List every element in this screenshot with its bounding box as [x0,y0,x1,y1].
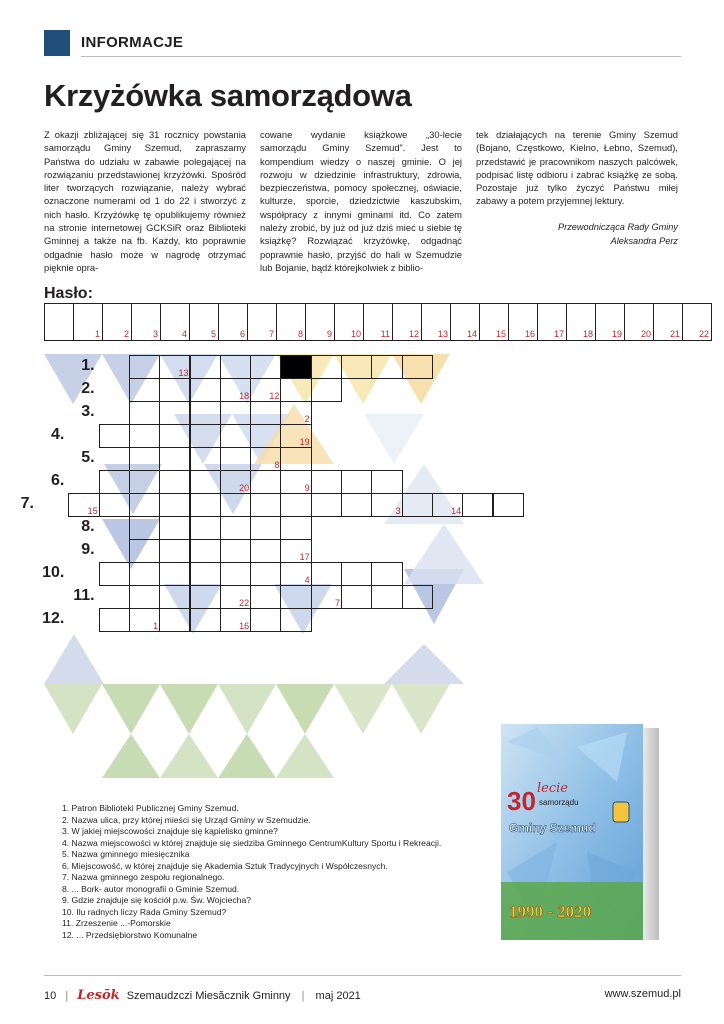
crossword-cell[interactable] [250,585,281,609]
row-number: 12. [42,610,65,627]
crossword-cell[interactable] [250,493,281,517]
crossword-cell[interactable] [159,470,190,494]
password-cell[interactable] [479,303,509,341]
password-cell[interactable] [334,303,364,341]
password-cell-number: 17 [553,329,564,339]
crossword-cell[interactable] [99,424,130,448]
password-cell-number: 9 [326,329,332,339]
signature-role: Przewodnicząca Rady Gminy [558,221,678,232]
cell-number: 19 [299,437,310,447]
crossword-cell[interactable] [250,539,281,563]
svg-text:30: 30 [507,786,536,816]
crossword-cell[interactable] [190,539,221,563]
crossword-cell[interactable] [250,378,281,402]
password-cell[interactable] [102,303,132,341]
crossword-cell[interactable] [250,562,281,586]
crossword-cell[interactable] [159,585,190,609]
intro-column-3 [476,128,678,248]
crossword-cell[interactable] [190,493,221,517]
clue-item: 12. ... Przedsiębiorstwo Komunalne [62,929,198,940]
crossword-cell[interactable] [311,585,342,609]
crossword-cell[interactable] [311,562,342,586]
crossword-cell[interactable] [99,608,130,632]
clue-item: 7. Nazwa gminnego zespołu regionalnego. [62,872,225,882]
crossword-cell[interactable] [220,516,251,540]
crossword-cell[interactable] [432,493,463,517]
crossword-cell[interactable] [280,585,311,609]
crossword-cell[interactable] [371,470,402,494]
crossword-cell[interactable] [341,585,372,609]
password-cell[interactable] [421,303,451,341]
crossword-cell[interactable] [311,493,342,517]
book-cover-image [497,722,663,944]
crossword-cell[interactable] [129,470,160,494]
footer-url[interactable]: www.szemud.pl [604,988,681,1000]
password-cell-number: 13 [437,329,448,339]
crossword-cell[interactable] [220,470,251,494]
crossword-cell[interactable] [129,378,160,402]
cell-number: 3 [395,506,401,516]
cell-number: 9 [304,483,310,493]
crossword-cell[interactable] [159,516,190,540]
row-number: 2. [81,380,95,397]
crossword-cell[interactable] [280,378,311,402]
password-cell[interactable] [160,303,190,341]
password-cell-number: 4 [181,329,187,339]
clue-item: 2. Nazwa ulica, przy której mieści się Urząd Gminy w Szemudzie. [62,814,311,825]
cell-number: 8 [274,460,280,470]
row-number: 8. [81,518,95,535]
crossword-cell[interactable] [462,493,493,517]
intro-text-3: tek działających na terenie Gminy Szemud (Bojano, Częstkowo, Kielno, Łebno, Szemud), przedstawić je pracownikom naszych palcówek, podpisać listę odbioru i zabrać książkę ze sobą. Pozostaje już tylko życzyć Państwu miłej zabawy a potem przyjemnej lektury. [476,129,678,207]
password-cell[interactable] [73,303,103,341]
password-cell-number: 21 [669,329,680,339]
cell-number: 20 [239,483,250,493]
page-title: Krzyżówka samorządowa [44,78,412,113]
crossword-cell[interactable] [280,516,311,540]
password-cell[interactable] [218,303,248,341]
crossword-cell[interactable] [280,493,311,517]
crossword-cell[interactable] [371,493,402,517]
section-marker [44,30,70,56]
password-cell[interactable] [44,303,74,341]
crossword-cell[interactable] [402,585,433,609]
crossword-cell[interactable] [250,516,281,540]
crossword-cell[interactable] [159,539,190,563]
crossword-cell[interactable] [190,355,221,379]
password-cell[interactable] [450,303,480,341]
clue-item: 3. W jakiej miejscowości znajduje się kąpielisko gminne? [62,826,278,836]
crossword-cell[interactable] [220,378,251,402]
cell-number: 18 [239,391,250,401]
svg-text:1990 - 2020: 1990 - 2020 [509,902,592,921]
crossword-cell[interactable] [159,493,190,517]
crossword-cell[interactable] [280,447,311,471]
crossword-cell[interactable] [280,355,311,379]
footer-left [44,988,361,1003]
crossword-cell[interactable] [220,562,251,586]
crossword-cell[interactable] [99,493,130,517]
crossword-cell[interactable] [220,608,251,632]
password-cell[interactable] [508,303,538,341]
row-number: 11. [73,587,95,604]
crossword-cell[interactable] [250,447,281,471]
password-cell-number: 18 [582,329,593,339]
password-cell-number: 20 [640,329,651,339]
footer-divider [44,975,681,976]
crossword-cell[interactable] [371,355,402,379]
crossword-cell[interactable] [220,539,251,563]
password-cell-number: 12 [408,329,419,339]
clue-item: 9. Gdzie znajduje się kościół p.w. Św. Wojciecha? [62,895,251,905]
crossword-cell[interactable] [68,493,99,517]
crossword-cell[interactable] [220,424,251,448]
signature-name: Aleksandra Perz [610,235,678,246]
crossword-cell[interactable] [341,562,372,586]
crossword-cell[interactable] [159,401,190,425]
row-number: 7. [20,495,34,512]
password-cell-number: 6 [239,329,245,339]
password-cell-number: 2 [123,329,129,339]
intro-column-2: cowane wydanie książkowe „30-lecie samorządu Gminy Szemud”. Jest to kompendium wiedzy o naszej gminie. O jej rozwoju w dziedzinie infrastruktury, zdrowia, bezpieczeństwa, pomocy społecznej, oświacie, kulturze, sporcie, dziedzictwie kaszubskim, współpracy z innymi gminami itd. Co zatem należy zrobić, by już od już dziś mieć u siebie tę książkę? Rozwiązać krzyżówkę, odgadnąć poprawnie hasło, przyjść do hali w Szemudzie lub Bojanie, bądź którejkolwiek z biblio- [260,129,462,273]
cell-number: 17 [299,552,310,562]
crossword-cell[interactable] [250,355,281,379]
cell-number: 7 [334,598,340,608]
password-grid[interactable] [44,303,709,341]
crossword-cell[interactable] [159,424,190,448]
svg-text:Gminy Szemud: Gminy Szemud [509,821,596,835]
cell-number: 1 [153,621,159,631]
clue-item: 5. Nazwa gminnego miesięcznika [62,849,190,859]
crossword-cell[interactable] [220,585,251,609]
crossword-cell[interactable] [159,378,190,402]
crossword-grid[interactable] [20,354,504,778]
row-number: 6. [50,472,65,489]
publication-name: Szemaudzczi Miesăcznik Gminny [126,990,291,1002]
password-cell-number: 22 [698,329,709,339]
crossword-cell[interactable] [341,493,372,517]
crossword-cell[interactable] [190,516,221,540]
password-cell[interactable] [247,303,277,341]
row-number: 3. [81,403,95,420]
crossword-cell[interactable] [190,470,221,494]
cell-number: 4 [304,575,310,585]
password-cell[interactable] [682,303,712,341]
password-cell[interactable] [189,303,219,341]
crossword-cell[interactable] [250,401,281,425]
password-cell-number: 8 [297,329,303,339]
crossword-cell[interactable] [159,447,190,471]
crossword-cell[interactable] [129,608,160,632]
cell-number: 16 [239,621,250,631]
page-number: 10 [44,990,57,1002]
crossword-cell[interactable] [220,355,251,379]
crossword-cell[interactable] [341,470,372,494]
clues-list [62,803,441,941]
row-number: 9. [81,541,95,558]
crossword-cell[interactable] [311,378,342,402]
issue-date: maj 2021 [315,990,361,1002]
crossword-cell[interactable] [99,470,130,494]
crossword-cell[interactable] [493,493,524,517]
password-cell-number: 19 [611,329,622,339]
svg-text:samorządu: samorządu [539,798,579,807]
crossword-cell[interactable] [129,447,160,471]
crossword-cell[interactable] [311,470,342,494]
crossword-cell[interactable] [129,539,160,563]
crossword-cell[interactable] [371,585,402,609]
cell-number: 15 [87,506,98,516]
crossword-cell[interactable] [250,424,281,448]
intro-column-1: Z okazji zbliżającej się 31 rocznicy powstania samorządu Gminy Szemud, zapraszamy Państwa do udziału w zabawie polegającej na rozwiązaniu przedstawionej krzyżówki. Spośród liter tworzących rozwiązanie, należy wybrać oznaczone numerami od 1 do 22 i stworzyć z nich hasło. Krzyżówkę tę opublikujemy również na stronie internetowej GCKSiR oraz Biblioteki Gminnej a także na fb. Każdy, kto poprawnie odgadnie hasło może w nagrodę otrzymać pięknie opra- [44,129,246,273]
crossword-cell[interactable] [129,401,160,425]
crossword-cell[interactable] [190,562,221,586]
crossword-cell[interactable] [159,355,190,379]
crossword-cell[interactable] [280,539,311,563]
crossword-cell[interactable] [311,355,342,379]
header-divider [81,56,681,57]
crossword-cell[interactable] [190,401,221,425]
crossword-cell[interactable] [190,447,221,471]
clue-item: 1. Patron Biblioteki Publicznej Gminy Szemud. [62,803,239,813]
section-label: INFORMACJE [81,34,184,51]
clue-item: 6. Miejscowość, w której znajduje się Akademia Sztuk Tradycyjnych i Współczesnych. [62,860,388,871]
password-cell-number: 11 [380,329,390,339]
crossword-cell[interactable] [129,585,160,609]
password-label: Hasło: [44,285,93,302]
crossword-cell[interactable] [280,424,311,448]
password-cell[interactable] [595,303,625,341]
crossword-cell[interactable] [159,608,190,632]
crossword-cell[interactable] [280,608,311,632]
row-number: 5. [81,449,95,466]
password-cell[interactable] [363,303,393,341]
crossword-cell[interactable] [220,401,251,425]
crossword-cell[interactable] [129,516,160,540]
crossword-cell[interactable] [129,424,160,448]
crossword-cell[interactable] [190,608,221,632]
crossword-cell[interactable] [99,562,130,586]
crossword-cell[interactable] [402,493,433,517]
cell-number: 14 [451,506,462,516]
password-cell-number: 3 [152,329,158,339]
crossword-cell[interactable] [250,470,281,494]
crossword-cell[interactable] [280,562,311,586]
password-cell-number: 16 [524,329,535,339]
password-cell[interactable] [131,303,161,341]
password-cell[interactable] [276,303,306,341]
clue-item: 4. Nazwa miejscowości w której znajduje się siedziba Gminnego CentrumKultury Sportu i Rekreacji. [62,837,442,848]
clue-item: 11. Zrzeszenie ...-Pomorskie [62,918,171,928]
cell-number: 12 [269,391,280,401]
crossword-cell[interactable] [402,355,433,379]
row-number: 1. [81,357,95,374]
crossword-cell[interactable] [129,562,160,586]
password-cell-number: 10 [350,329,361,339]
cell-number: 13 [178,368,189,378]
svg-text:lecie: lecie [537,781,568,796]
crossword-cell[interactable] [129,355,160,379]
clue-item: 10. Ilu radnych liczy Rada Gminy Szemud? [62,906,227,917]
password-cell-number: 15 [495,329,506,339]
crossword-cell[interactable] [159,562,190,586]
crossword-cell[interactable] [341,355,372,379]
clue-item: 8. ... Bork- autor monografii o Gminie Szemud. [62,883,240,894]
password-cell[interactable] [653,303,683,341]
crossword-cell[interactable] [220,447,251,471]
row-number: 4. [50,426,65,443]
crossword-cell[interactable] [190,378,221,402]
password-cell[interactable] [392,303,422,341]
password-cell[interactable] [566,303,596,341]
password-cell-number: 7 [268,329,274,339]
crossword-cell[interactable] [129,493,160,517]
lesok-logo: Lesōk [77,988,120,1003]
password-cell[interactable] [305,303,335,341]
crossword-cell[interactable] [190,424,221,448]
password-cell[interactable] [537,303,567,341]
row-number: 10. [42,564,65,581]
crossword-cell[interactable] [190,585,221,609]
password-cell-number: 5 [210,329,216,339]
crossword-cell[interactable] [280,470,311,494]
cell-number: 22 [239,598,250,608]
password-cell-number: 1 [94,329,100,339]
password-cell-number: 14 [466,329,477,339]
footer-separator: | [65,990,69,1002]
cell-number: 2 [304,414,310,424]
crossword-cell[interactable] [250,608,281,632]
crossword-cell[interactable] [371,562,402,586]
crossword-cell[interactable] [280,401,311,425]
password-cell[interactable] [624,303,654,341]
crossword-cell[interactable] [220,493,251,517]
footer-separator-2: | [301,990,305,1002]
